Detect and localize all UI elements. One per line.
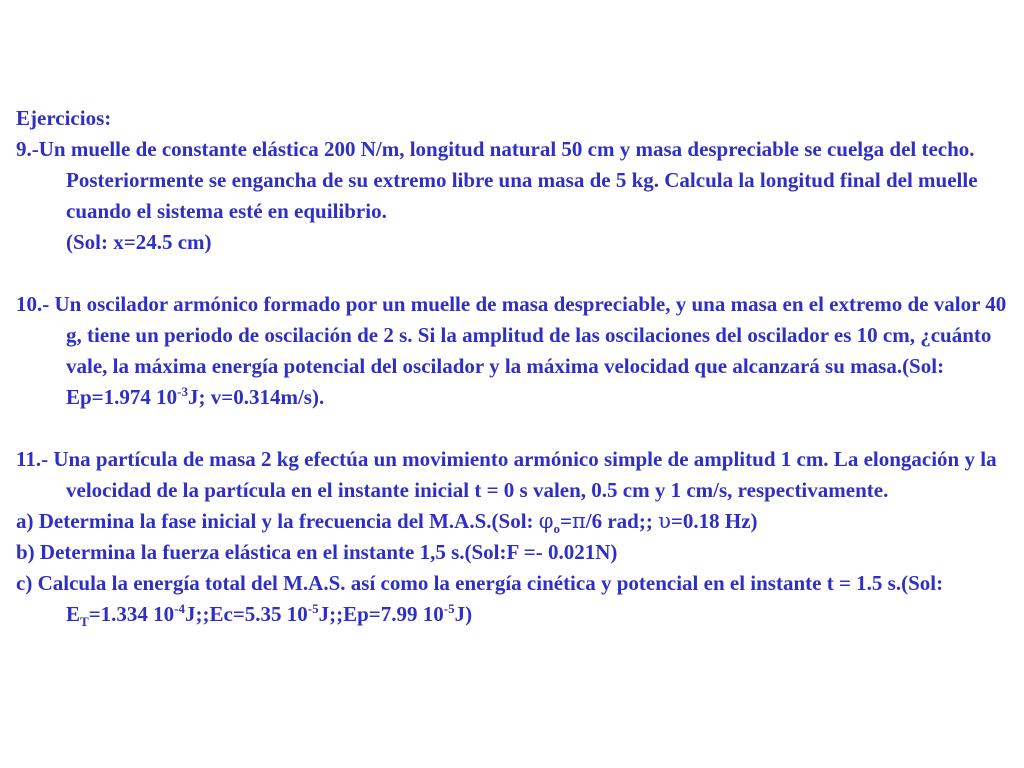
exponent: -4 [174,601,185,616]
heading: Ejercicios: [16,106,112,130]
part-c-value: J;;Ep=7.99 10 [318,602,444,626]
part-c-end: J) [454,602,473,626]
exercise-11-b: b) Determina la fuerza elástica en el instante 1,5 s.(Sol:F =- 0.021N) [16,540,618,564]
pi-symbol: π [571,509,586,533]
subscript: o [553,521,560,537]
exponent: -5 [443,601,455,616]
exercise-11-a [16,506,1012,537]
exercise-list [16,103,1012,630]
nu-symbol: υ [658,509,671,533]
part-c-value: J;;Ec=5.35 10 [185,602,308,626]
exponent: -5 [307,601,319,616]
exponent: -3 [177,384,188,399]
equals: = [560,509,572,533]
exercise-9-solution: (Sol: x=24.5 cm) [66,230,212,254]
exercise-11-intro: 11.- Una partícula de masa 2 kg efectúa un movimiento armónico simple de amplitud 1 cm. La elongación y la velocidad de la partícula en el instante inicial t = 0 s valen, 0.5 cm y 1 cm/s, respectivamente. [16,447,997,502]
part-c-text: c) Calcula la energía total del M.A.S. así como la energía cinética y potencial en el instante t = 1.5 s.(Sol: E [16,571,944,626]
part-a-mid: /6 rad;; [585,509,659,533]
subscript: T [80,614,89,630]
exercise-10 [16,289,1012,413]
spacer [16,413,1012,444]
exercise-11-c [16,568,1012,630]
part-a-end: =0.18 Hz) [670,509,758,533]
exercise-9-text: 9.-Un muelle de constante elástica 200 N/m, longitud natural 50 cm y masa despreciable se cuelga del techo. Posteriormente se engancha de su extremo libre una masa de 5 kg. Calcula la longitud final del muelle cuando el sistema esté en equilibrio. [16,137,978,223]
exercise-10-text: 10.- Un oscilador armónico formado por un muelle de masa despreciable, y una masa en el extremo de valor 40 g, tiene un periodo de oscilación de 2 s. Si la amplitud de las oscilaciones del oscilador es 10 cm, ¿cuánto vale, la máxima energía potencial del oscilador y la máxima velocidad que alcanzará su masa.(Sol: Ep=1.974 10 [16,292,1007,409]
exercise-10-text-end: J; v=0.314m/s). [188,385,325,409]
spacer [16,258,1012,289]
part-c-value: =1.334 10 [88,602,175,626]
phi-symbol: φ [538,509,554,533]
part-a-text: a) Determina la fase inicial y la frecuencia del M.A.S.(Sol: [16,509,539,533]
exercise-9 [16,134,1012,258]
